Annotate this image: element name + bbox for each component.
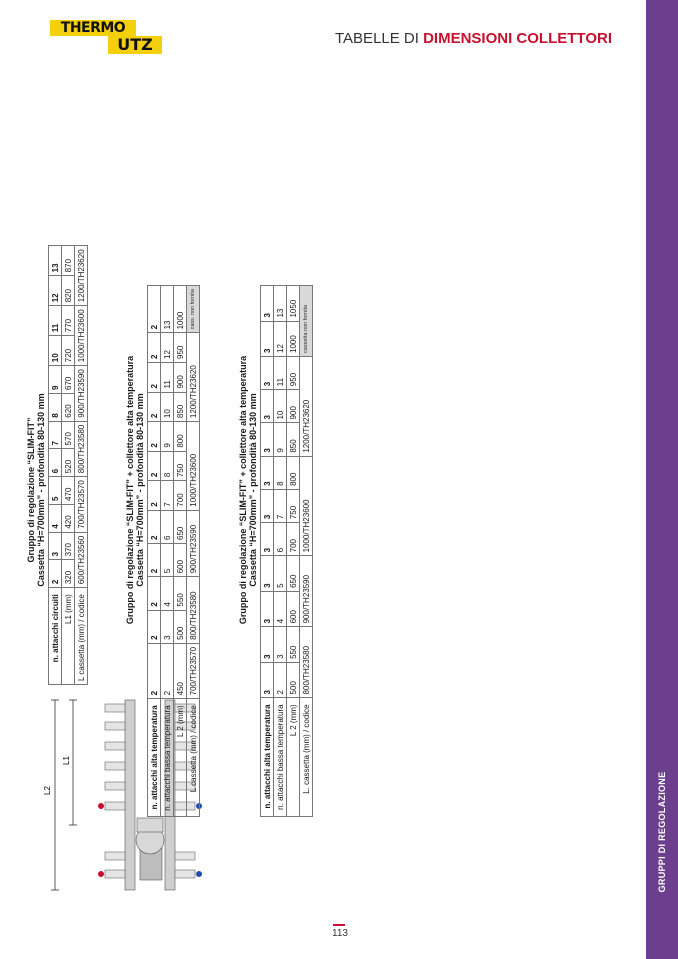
cell: 1200/TH23620 [187, 333, 200, 422]
table-1-title-line1: Gruppo di regolazione “SLIM-FIT” [26, 417, 36, 563]
row-label: n. attacchi bassa temperatura [161, 699, 174, 817]
cell: 11 [274, 356, 287, 389]
cell: 370 [62, 532, 75, 560]
cell: 800/TH23580 [75, 421, 88, 476]
cell: 550 [287, 627, 300, 663]
cell: 3 [261, 489, 274, 522]
table-1 [48, 245, 88, 685]
cell: 9 [274, 423, 287, 456]
row-label: L 2 (mm) [174, 699, 187, 817]
cell: 3 [274, 627, 287, 663]
cell: 7 [49, 421, 62, 449]
cell: 900/TH23590 [75, 366, 88, 421]
cell: 3 [261, 286, 274, 322]
cell: 700 [174, 481, 187, 511]
cell: 570 [62, 421, 75, 449]
cell: 13 [49, 246, 62, 276]
cell: 3 [261, 356, 274, 389]
table-3 [260, 285, 313, 817]
cell: 470 [62, 477, 75, 505]
cell: 900/TH23590 [300, 556, 313, 627]
cell: 800/TH23580 [300, 627, 313, 698]
table-3-title [238, 295, 258, 685]
cell: 420 [62, 504, 75, 532]
cell: 3 [261, 423, 274, 456]
cell: 9 [49, 366, 62, 394]
section-sidebar [646, 0, 678, 959]
brand-logo-line2: UTZ [108, 36, 162, 54]
cell: 550 [174, 577, 187, 610]
table-row [187, 286, 200, 817]
table-row [174, 286, 187, 817]
table-3-title-line2: Cassetta “H=700mm” - profondità 80-130 mm [248, 393, 258, 587]
cell: 820 [62, 276, 75, 306]
cell: 3 [49, 532, 62, 560]
table-row [161, 286, 174, 817]
row-label: n. attacchi bassa temperatura [274, 698, 287, 817]
cell: 800/TH23580 [187, 577, 200, 644]
cell: 2 [161, 643, 174, 698]
cell: 2 [148, 286, 161, 333]
cell: 2 [148, 610, 161, 643]
cell: 1200/TH23620 [75, 246, 88, 306]
cell: 2 [148, 643, 161, 698]
cell-note: cass. non fornita [187, 286, 200, 333]
table-row [49, 246, 62, 685]
row-label: n. attacchi alta temperatura [148, 699, 161, 817]
cell: 4 [161, 577, 174, 610]
cell-note: cassetta non fornita [300, 286, 313, 357]
table-1-title-line2: Cassetta “H=700mm” - profondità 80-130 mm [36, 393, 46, 587]
table-row [300, 286, 313, 817]
cell: 2 [148, 333, 161, 363]
cell: 1000/TH23600 [75, 306, 88, 366]
cell: 900/TH23590 [187, 510, 200, 577]
cell: 1000 [174, 286, 187, 333]
cell: 8 [274, 456, 287, 489]
cell: 13 [274, 286, 287, 322]
cell: 500 [287, 662, 300, 698]
cell: 650 [287, 556, 300, 592]
page-number-mark [333, 924, 345, 926]
cell: 950 [174, 333, 187, 363]
cell: 12 [161, 333, 174, 363]
cell: 320 [62, 560, 75, 588]
cell: 1200/TH23620 [300, 356, 313, 456]
cell: 700 [287, 523, 300, 556]
row-label: L cassetta (mm) / codice [75, 588, 88, 685]
cell: 10 [49, 336, 62, 366]
cell: 1050 [287, 286, 300, 322]
cell: 3 [261, 591, 274, 627]
page-title-main: DIMENSIONI COLLETTORI [423, 30, 612, 47]
cell: 12 [274, 321, 287, 356]
cell: 2 [148, 362, 161, 392]
cell: 2 [148, 577, 161, 610]
cell: 3 [261, 456, 274, 489]
cell: 6 [274, 523, 287, 556]
cell: 800 [287, 456, 300, 489]
table-2-title-line2: Cassetta “H=700mm” - profondità 80-130 mm [135, 393, 145, 587]
manifold-diagram [45, 690, 245, 900]
cell: 6 [49, 449, 62, 477]
table-2-title-line1: Gruppo di regolazione “SLIM-FIT” + collettore alta temperatura [125, 355, 135, 625]
cell: 11 [161, 362, 174, 392]
cell: 800 [174, 422, 187, 452]
cell: 7 [274, 489, 287, 522]
cell: 2 [148, 481, 161, 511]
table-row [62, 246, 75, 685]
cell: 1000/TH23600 [300, 456, 313, 556]
cell: 720 [62, 336, 75, 366]
row-label: L. cassetta (mm) / codice [300, 698, 313, 817]
table-row [148, 286, 161, 817]
cell: 12 [49, 276, 62, 306]
cell: 870 [62, 246, 75, 276]
cell: 900 [174, 362, 187, 392]
cell: 8 [161, 451, 174, 481]
cell: 2 [49, 560, 62, 588]
cell: 850 [174, 392, 187, 422]
cell: 750 [287, 489, 300, 522]
table-2 [147, 285, 200, 817]
cell: 10 [161, 392, 174, 422]
cell: 7 [161, 481, 174, 511]
cell: 5 [49, 477, 62, 505]
table-row [75, 246, 88, 685]
cell: 6 [161, 510, 174, 543]
cell: 1000/TH23600 [187, 422, 200, 511]
dimension-label-l2: L2 [43, 786, 52, 795]
page-number: 113 [332, 928, 348, 939]
cell: 3 [261, 321, 274, 356]
cell: 2 [148, 392, 161, 422]
cell: 520 [62, 449, 75, 477]
cell: 5 [274, 556, 287, 592]
brand-logo [50, 20, 162, 54]
cell: 13 [161, 286, 174, 333]
cell: 600/TH23560 [75, 532, 88, 587]
row-label: n. attacchi alta temperatura [261, 698, 274, 817]
cell: 770 [62, 306, 75, 336]
rotated-content [20, 249, 340, 905]
cell: 4 [49, 504, 62, 532]
row-label: L cassetta (mm) / codice [187, 699, 200, 817]
cell: 2 [148, 451, 161, 481]
cell: 3 [161, 610, 174, 643]
dimension-label-l1: L1 [62, 756, 71, 765]
row-label: L1 (mm) [62, 588, 75, 685]
cell: 650 [174, 510, 187, 543]
cell: 3 [261, 627, 274, 663]
cell: 8 [49, 393, 62, 421]
cell: 1000 [287, 321, 300, 356]
cell: 600 [287, 591, 300, 627]
cell: 450 [174, 643, 187, 698]
cell: 2 [148, 422, 161, 452]
cell: 700/TH23570 [75, 477, 88, 532]
cell: 620 [62, 393, 75, 421]
cell: 10 [274, 390, 287, 423]
cell: 9 [161, 422, 174, 452]
table-3-title-line1: Gruppo di regolazione “SLIM-FIT” + collettore alta temperatura [238, 355, 248, 625]
cell: 670 [62, 366, 75, 394]
cell: 3 [261, 662, 274, 698]
cell: 700/TH23570 [187, 643, 200, 698]
table-row [287, 286, 300, 817]
cell: 750 [174, 451, 187, 481]
cell: 2 [274, 662, 287, 698]
row-label: n. attacchi circuiti [49, 588, 62, 685]
cell: 900 [287, 390, 300, 423]
table-1-title [26, 295, 46, 685]
cell: 3 [261, 556, 274, 592]
row-label: L 2 (mm) [287, 698, 300, 817]
page-title [335, 30, 612, 47]
brand-logo-line1: THERMO [50, 20, 136, 36]
cell: 950 [287, 356, 300, 389]
cell: 850 [287, 423, 300, 456]
page-title-prefix: TABELLE DI [335, 30, 424, 47]
cell: 3 [261, 390, 274, 423]
cell: 11 [49, 306, 62, 336]
table-row [274, 286, 287, 817]
cell: 5 [161, 544, 174, 577]
cell: 500 [174, 610, 187, 643]
table-2-title [125, 295, 145, 685]
cell: 2 [148, 544, 161, 577]
section-label: GRUPPI DI REGOLAZIONE [657, 771, 667, 893]
cell: 4 [274, 591, 287, 627]
cell: 2 [148, 510, 161, 543]
cell: 3 [261, 523, 274, 556]
cell: 600 [174, 544, 187, 577]
table-row [261, 286, 274, 817]
